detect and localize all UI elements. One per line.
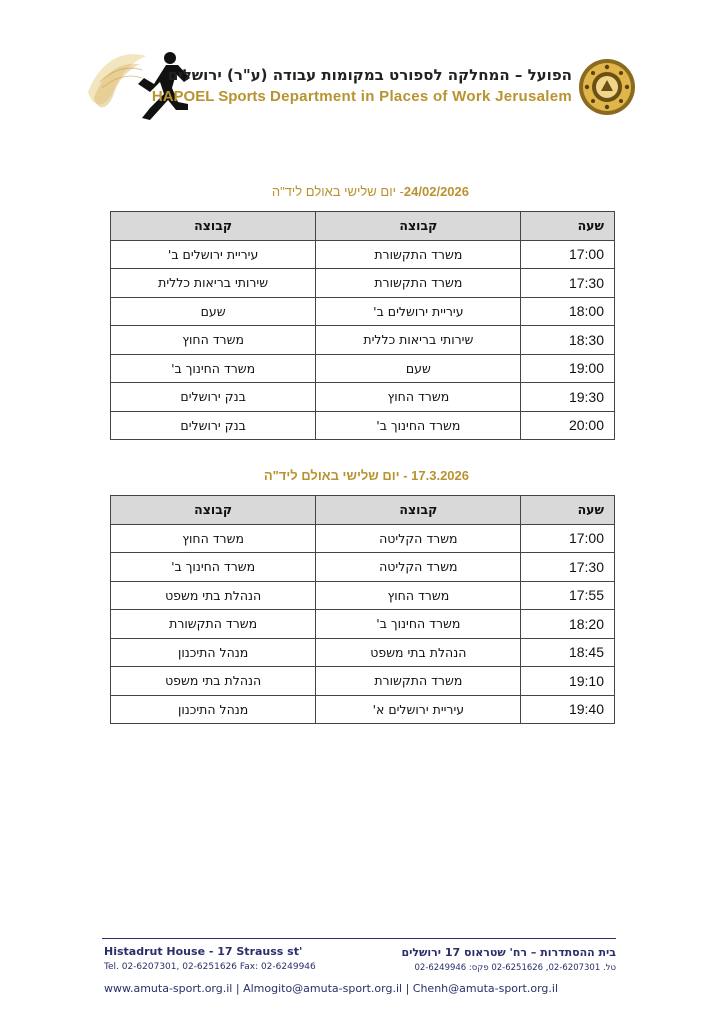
cell-team-b: הנהלת בתי משפט bbox=[111, 581, 316, 610]
col-header-team-a: קבוצה bbox=[316, 496, 521, 525]
header-title-english bbox=[152, 88, 572, 105]
cell-team-a: משרד הקליטה bbox=[316, 553, 521, 582]
cell-time: 19:30 bbox=[521, 383, 615, 412]
footer-phone-hebrew: טל. 02-6207301, 02-6251626 פקס: 02-6249946 bbox=[414, 963, 616, 973]
table-row bbox=[111, 354, 615, 383]
cell-team-b: הנהלת בתי משפט bbox=[111, 667, 316, 696]
section-subtitle: - יום שלישי באולם ליד"ה bbox=[271, 184, 404, 199]
cell-team-b: משרד החינוך ב' bbox=[111, 354, 316, 383]
letterhead bbox=[0, 0, 724, 140]
cell-team-a: משרד החוץ bbox=[316, 383, 521, 412]
cell-time: 17:00 bbox=[521, 240, 615, 269]
cell-time: 18:30 bbox=[521, 326, 615, 355]
cell-time: 19:40 bbox=[521, 695, 615, 724]
table-row bbox=[111, 581, 615, 610]
table-row bbox=[111, 638, 615, 667]
table-row bbox=[111, 269, 615, 298]
table-row bbox=[111, 667, 615, 696]
cell-team-a: שעם bbox=[316, 354, 521, 383]
email-link-almogito[interactable]: Almogito@amuta-sport.org.il bbox=[243, 982, 403, 995]
section-date: 24/02/2026 bbox=[403, 184, 469, 199]
cell-time: 20:00 bbox=[521, 411, 615, 440]
department-name: Department in Places of Work Jerusalem bbox=[269, 88, 572, 105]
cell-team-a: עיריית ירושלים ב' bbox=[316, 297, 521, 326]
cell-time: 18:20 bbox=[521, 610, 615, 639]
cell-team-b: מנהל התיכנון bbox=[111, 638, 316, 667]
cell-time: 17:00 bbox=[521, 524, 615, 553]
footer-address-english: Histadrut House - 17 Strauss st' bbox=[104, 945, 303, 958]
schedule-table-2 bbox=[110, 495, 615, 724]
col-header-team-b: קבוצה bbox=[111, 496, 316, 525]
cell-team-a: שירותי בריאות כללית bbox=[316, 326, 521, 355]
col-header-team-b: קבוצה bbox=[111, 212, 316, 241]
section-title-2 bbox=[264, 468, 469, 483]
cell-team-b: מנהל התיכנון bbox=[111, 695, 316, 724]
brand-name: HAPOEL Sports bbox=[151, 88, 266, 105]
cell-time: 18:45 bbox=[521, 638, 615, 667]
cell-time: 19:00 bbox=[521, 354, 615, 383]
footer-address-hebrew: בית ההסתדרות – רח' שטראוס 17 ירושלים bbox=[401, 946, 616, 959]
table-row bbox=[111, 297, 615, 326]
table-row bbox=[111, 695, 615, 724]
cell-time: 19:10 bbox=[521, 667, 615, 696]
footer-phone-english: Tel. 02-6207301, 02-6251626 Fax: 02-6249946 bbox=[104, 962, 316, 972]
cell-team-a: עיריית ירושלים א' bbox=[316, 695, 521, 724]
col-header-team-a: קבוצה bbox=[316, 212, 521, 241]
cell-team-b: משרד החוץ bbox=[111, 326, 316, 355]
table-row bbox=[111, 610, 615, 639]
table-row bbox=[111, 383, 615, 412]
table-row bbox=[111, 553, 615, 582]
cell-team-a: משרד התקשורת bbox=[316, 667, 521, 696]
table-row bbox=[111, 524, 615, 553]
cell-team-a: הנהלת בתי משפט bbox=[316, 638, 521, 667]
cell-team-b: בנק ירושלים bbox=[111, 383, 316, 412]
cell-time: 17:55 bbox=[521, 581, 615, 610]
schedule-table-1 bbox=[110, 211, 615, 440]
section-date: 17.3.2026 bbox=[411, 468, 469, 483]
section-subtitle: - יום שלישי באולם ליד"ה bbox=[263, 468, 408, 483]
separator: | bbox=[405, 982, 410, 995]
col-header-time: שעה bbox=[521, 496, 615, 525]
cell-team-a: משרד החינוך ב' bbox=[316, 411, 521, 440]
cell-team-b: שעם bbox=[111, 297, 316, 326]
table-row bbox=[111, 326, 615, 355]
cell-team-b: שירותי בריאות כללית bbox=[111, 269, 316, 298]
col-header-time: שעה bbox=[521, 212, 615, 241]
cell-team-b: משרד החינוך ב' bbox=[111, 553, 316, 582]
table-row bbox=[111, 411, 615, 440]
header-title-hebrew: הפועל – המחלקה לספורט במקומות עבודה (ע"ר) ירושלים bbox=[167, 66, 572, 84]
cell-team-b: בנק ירושלים bbox=[111, 411, 316, 440]
email-link-chenh[interactable]: Chenh@amuta-sport.org.il bbox=[412, 982, 559, 995]
footer-links bbox=[104, 982, 618, 995]
cell-time: 17:30 bbox=[521, 269, 615, 298]
cell-team-b: עיריית ירושלים ב' bbox=[111, 240, 316, 269]
cell-time: 18:00 bbox=[521, 297, 615, 326]
cell-team-a: משרד החינוך ב' bbox=[316, 610, 521, 639]
cell-team-a: משרד התקשורת bbox=[316, 269, 521, 298]
section-title-1 bbox=[272, 184, 469, 199]
table-header-row bbox=[111, 212, 615, 241]
website-link[interactable]: www.amuta-sport.org.il bbox=[104, 982, 233, 995]
table-header-row bbox=[111, 496, 615, 525]
cell-team-b: משרד התקשורת bbox=[111, 610, 316, 639]
cell-team-b: משרד החוץ bbox=[111, 524, 316, 553]
cell-time: 17:30 bbox=[521, 553, 615, 582]
runner-logo-icon bbox=[84, 48, 190, 120]
table-row bbox=[111, 240, 615, 269]
cell-team-a: משרד החוץ bbox=[316, 581, 521, 610]
emblem-seal-icon bbox=[578, 58, 636, 116]
cell-team-a: משרד התקשורת bbox=[316, 240, 521, 269]
cell-team-a: משרד הקליטה bbox=[316, 524, 521, 553]
footer-divider bbox=[102, 938, 616, 939]
separator: | bbox=[235, 982, 240, 995]
